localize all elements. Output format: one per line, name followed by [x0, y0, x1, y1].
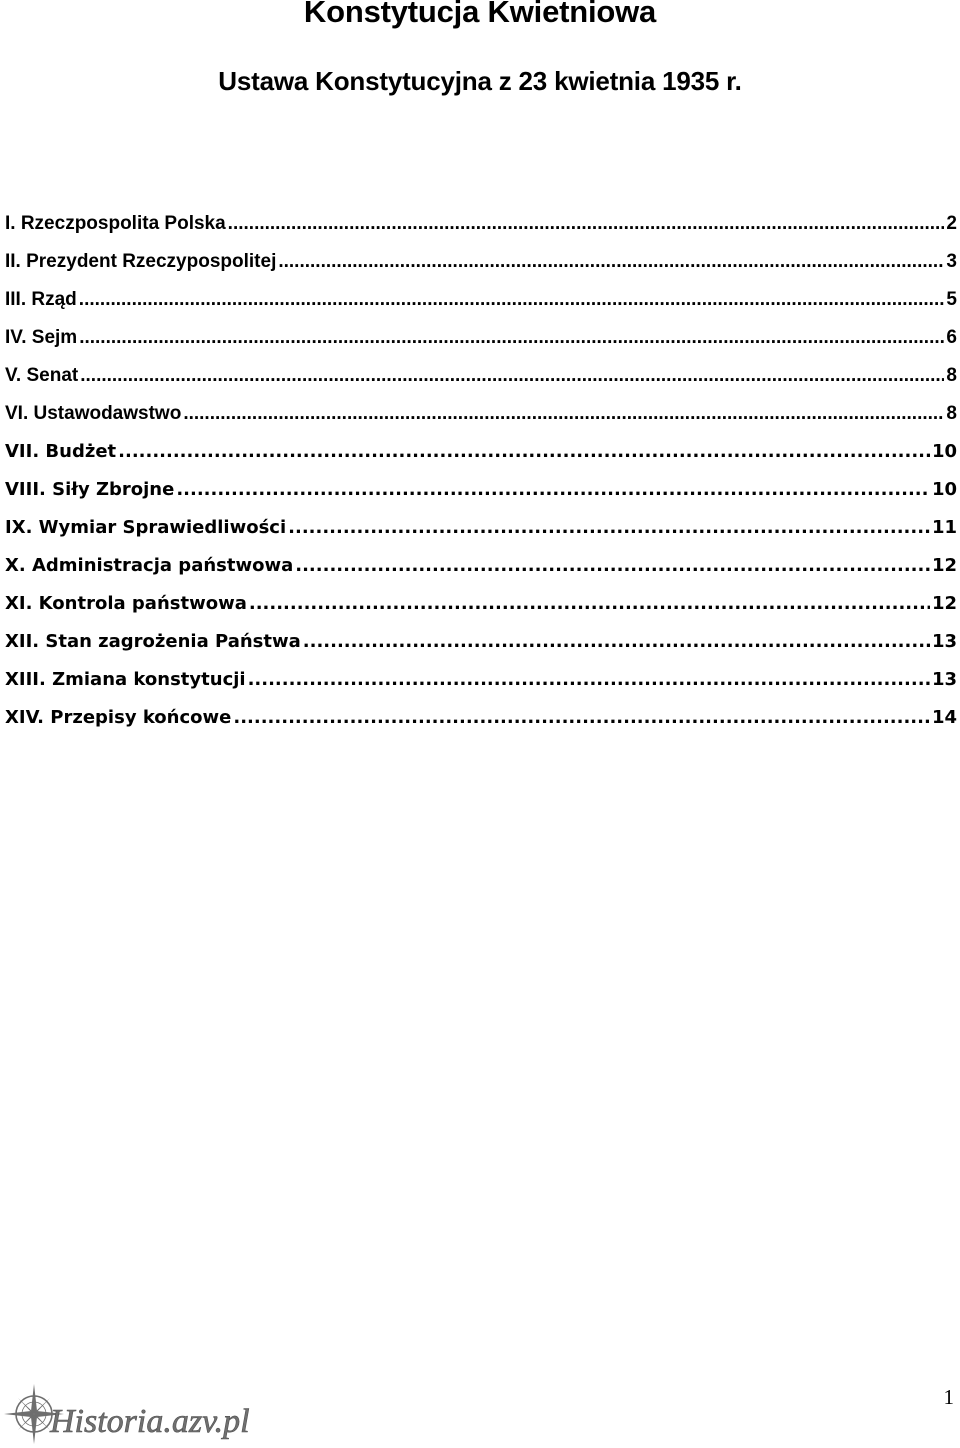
toc-dot-leader — [118, 441, 930, 462]
toc-entry-page: 8 — [946, 365, 957, 386]
toc-entry-label: VIII. Siły Zbrojne — [5, 479, 175, 500]
toc-entry[interactable] — [5, 403, 957, 441]
toc-dot-leader — [288, 517, 930, 538]
toc-entry[interactable] — [5, 555, 957, 593]
toc-entry[interactable] — [5, 593, 957, 631]
toc-entry[interactable] — [5, 213, 957, 251]
toc-dot-leader — [278, 251, 944, 273]
toc-entry[interactable] — [5, 479, 957, 517]
toc-entry[interactable] — [5, 365, 957, 403]
toc-entry-page: 14 — [931, 707, 957, 728]
toc-entry[interactable] — [5, 631, 957, 669]
toc-entry[interactable] — [5, 441, 957, 479]
toc-entry[interactable] — [5, 669, 957, 707]
toc-entry-page: 12 — [931, 593, 957, 614]
logo-text: Historia.azv.pl — [50, 1403, 250, 1440]
toc-dot-leader — [80, 365, 944, 387]
page-number: 1 — [943, 1385, 954, 1409]
toc-dot-leader — [228, 213, 945, 235]
toc-entry-label: V. Senat — [5, 365, 79, 386]
toc-entry-label: VI. Ustawodawstwo — [5, 403, 182, 424]
toc-entry-label: II. Prezydent Rzeczypospolitej — [5, 251, 277, 272]
toc-entry-page: 10 — [931, 479, 957, 500]
toc-dot-leader — [295, 555, 930, 576]
toc-entry-page: 10 — [931, 441, 957, 462]
toc-entry-page: 8 — [946, 403, 957, 424]
toc-entry-page: 2 — [946, 213, 957, 234]
toc-dot-leader — [183, 403, 944, 425]
toc-entry-label: X. Administracja państwowa — [5, 555, 294, 576]
toc-entry-label: IX. Wymiar Sprawiedliwości — [5, 517, 287, 538]
toc-entry-page: 5 — [946, 289, 957, 310]
toc-entry[interactable] — [5, 251, 957, 289]
toc-entry[interactable] — [5, 289, 957, 327]
toc-entry-label: VII. Budżet — [5, 441, 117, 462]
document-subtitle: Ustawa Konstytucyjna z 23 kwietnia 1935 r. — [218, 66, 742, 96]
toc-entry-page: 12 — [931, 555, 957, 576]
toc-entry-label: XII. Stan zagrożenia Państwa — [5, 631, 301, 652]
toc-entry-page: 13 — [931, 631, 957, 652]
toc-dot-leader — [176, 479, 930, 500]
toc-dot-leader — [249, 593, 930, 614]
toc-dot-leader — [248, 669, 930, 690]
toc-dot-leader — [233, 707, 930, 728]
toc-entry-label: IV. Sejm — [5, 327, 78, 348]
toc-entry-label: XI. Kontrola państwowa — [5, 593, 247, 614]
toc-entry-page: 13 — [931, 669, 957, 690]
toc-entry-label: XIV. Przepisy końcowe — [5, 707, 232, 728]
toc-entry[interactable] — [5, 707, 957, 745]
toc-entry[interactable] — [5, 327, 957, 365]
toc-entry-page: 6 — [946, 327, 957, 348]
toc-entry[interactable] — [5, 517, 957, 555]
historia-logo — [4, 1382, 274, 1446]
toc-dot-leader — [79, 327, 944, 349]
table-of-contents — [5, 213, 957, 745]
toc-entry-page: 3 — [946, 251, 957, 272]
document-title: Konstytucja Kwietniowa — [303, 0, 657, 29]
toc-dot-leader — [79, 289, 945, 311]
toc-entry-page: 11 — [931, 517, 957, 538]
toc-entry-label: I. Rzeczpospolita Polska — [5, 213, 226, 234]
toc-dot-leader — [303, 631, 930, 652]
toc-entry-label: III. Rząd — [5, 289, 77, 310]
toc-entry-label: XIII. Zmiana konstytucji — [5, 669, 246, 690]
